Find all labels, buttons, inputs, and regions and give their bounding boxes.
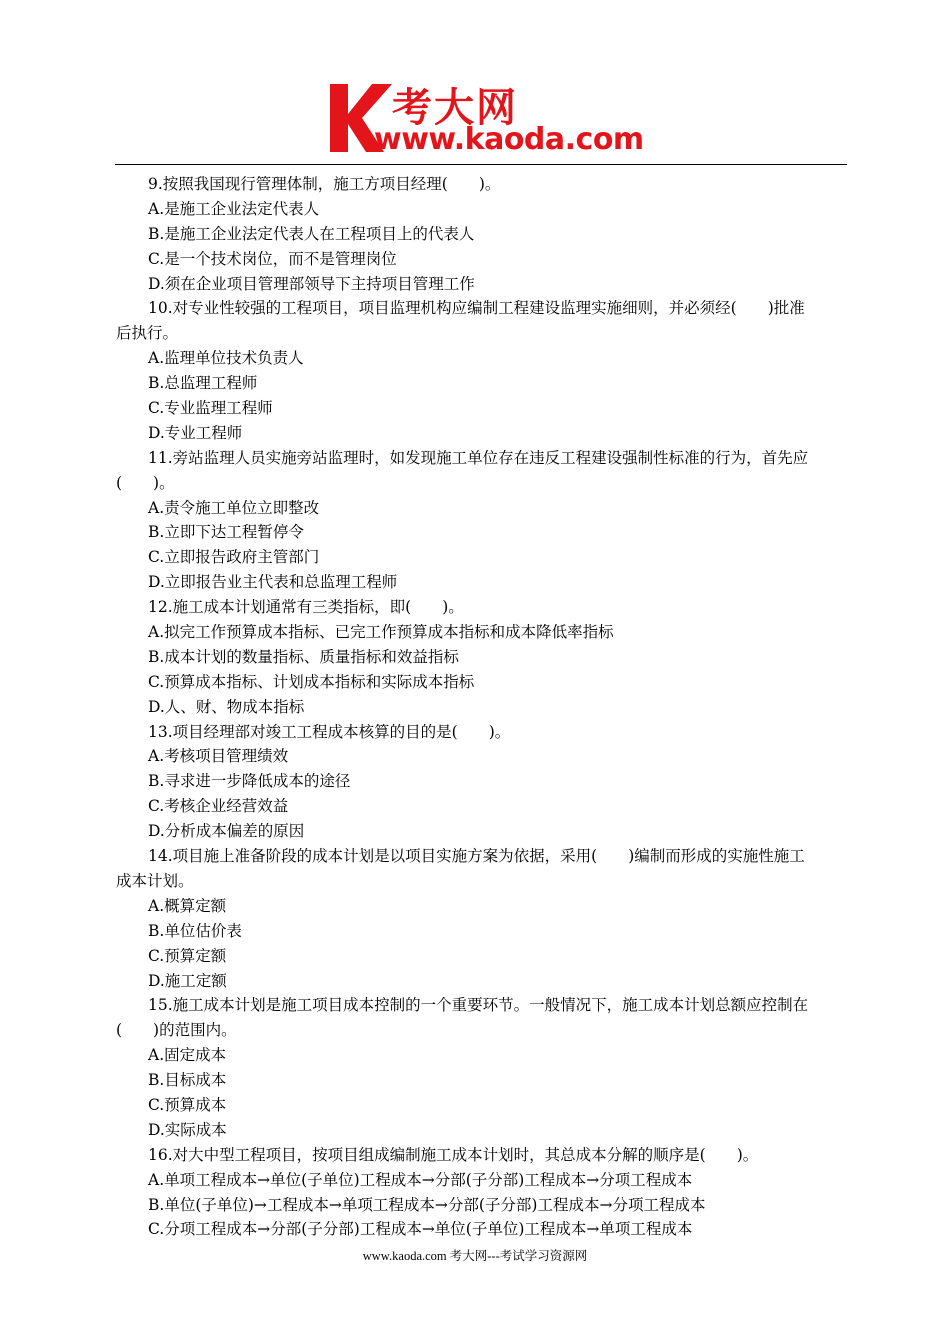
page-footer: www.kaoda.com 考大网---考试学习资源网 (362, 1249, 588, 1263)
text-line: C.立即报告政府主管部门 (148, 548, 320, 567)
text-line: D.须在企业项目管理部领导下主持项目管理工作 (148, 274, 475, 293)
text-line: 12.施工成本计划通常有三类指标，即( )。 (148, 598, 464, 617)
text-line: 15.施工成本计划是施工项目成本控制的一个重要环节。一般情况下，施工成本计划总额应控制在 (148, 996, 809, 1015)
logo-brand-url: www.kaoda.com (374, 122, 644, 157)
text-line: 后执行。 (116, 324, 179, 343)
text-line: A.是施工企业法定代表人 (148, 199, 320, 218)
text-line: ( )。 (116, 473, 175, 492)
header-divider (115, 164, 847, 165)
text-line: B.是施工企业法定代表人在工程项目上的代表人 (148, 224, 475, 243)
text-line: B.单位估价表 (148, 921, 242, 940)
text-line: C.专业监理工程师 (148, 399, 273, 418)
text-line: C.预算成本 (148, 1095, 227, 1114)
text-line: D.人、财、物成本指标 (148, 697, 305, 716)
text-line: 11.旁站监理人员实施旁站监理时，如发现施工单位存在违反工程建设强制性标准的行为，首先应 (148, 448, 809, 467)
text-line: 9.按照我国现行管理体制，施工方项目经理( )。 (148, 175, 501, 193)
text-line: B.寻求进一步降低成本的途径 (148, 772, 351, 791)
text-line: A.单项工程成本→单位(子单位)工程成本→分部(子分部)工程成本→分项工程成本 (148, 1170, 693, 1189)
text-line: B.成本计划的数量指标、质量指标和效益指标 (148, 647, 459, 666)
text-line: 13.项目经理部对竣工工程成本核算的目的是( )。 (148, 722, 511, 741)
question-content (116, 172, 848, 1242)
text-line: D.实际成本 (148, 1120, 227, 1139)
text-line: C.分项工程成本→分部(子分部)工程成本→单位(子单位)工程成本→单项工程成本 (148, 1220, 693, 1239)
text-line: B.总监理工程师 (148, 374, 258, 393)
kaoda-logo (326, 80, 646, 160)
text-line: 16.对大中型工程项目，按项目组成编制施工成本计划时，其总成本分解的顺序是( )。 (148, 1145, 759, 1164)
text-line: C.预算定额 (148, 946, 227, 965)
text-line: C.预算成本指标、计划成本指标和实际成本指标 (148, 672, 475, 691)
text-line: 10.对专业性较强的工程项目，项目监理机构应编制工程建设监理实施细则，并必须经( )批准 (148, 299, 805, 318)
text-line: 成本计划。 (116, 871, 194, 890)
text-line: 14.项目施上准备阶段的成本计划是以项目实施方案为依据，采用( )编制而形成的实施性施工 (148, 847, 805, 866)
text-line: C.考核企业经营效益 (148, 797, 289, 816)
text-line: A.责令施工单位立即整改 (148, 498, 320, 517)
text-line: A.监理单位技术负责人 (148, 349, 304, 368)
text-line: D.立即报告业主代表和总监理工程师 (148, 573, 398, 592)
text-line: A.概算定额 (148, 896, 227, 915)
text-line: B.单位(子单位)→工程成本→单项工程成本→分部(子分部)工程成本→分项工程成本 (148, 1195, 706, 1214)
text-line: D.专业工程师 (148, 423, 243, 442)
text-line: C.是一个技术岗位，而不是管理岗位 (148, 249, 397, 268)
text-line: D.施工定额 (148, 971, 227, 990)
text-line: B.目标成本 (148, 1071, 227, 1090)
text-line: ( )的范围内。 (116, 1021, 237, 1040)
logo-brand-name: 考大网 (392, 85, 518, 131)
text-line: A.固定成本 (148, 1046, 227, 1065)
text-line: A.考核项目管理绩效 (148, 747, 289, 766)
text-line: B.立即下达工程暂停令 (148, 523, 304, 542)
text-line: D.分析成本偏差的原因 (148, 822, 305, 841)
text-line: A.拟完工作预算成本指标、已完工作预算成本指标和成本降低率指标 (148, 623, 614, 642)
